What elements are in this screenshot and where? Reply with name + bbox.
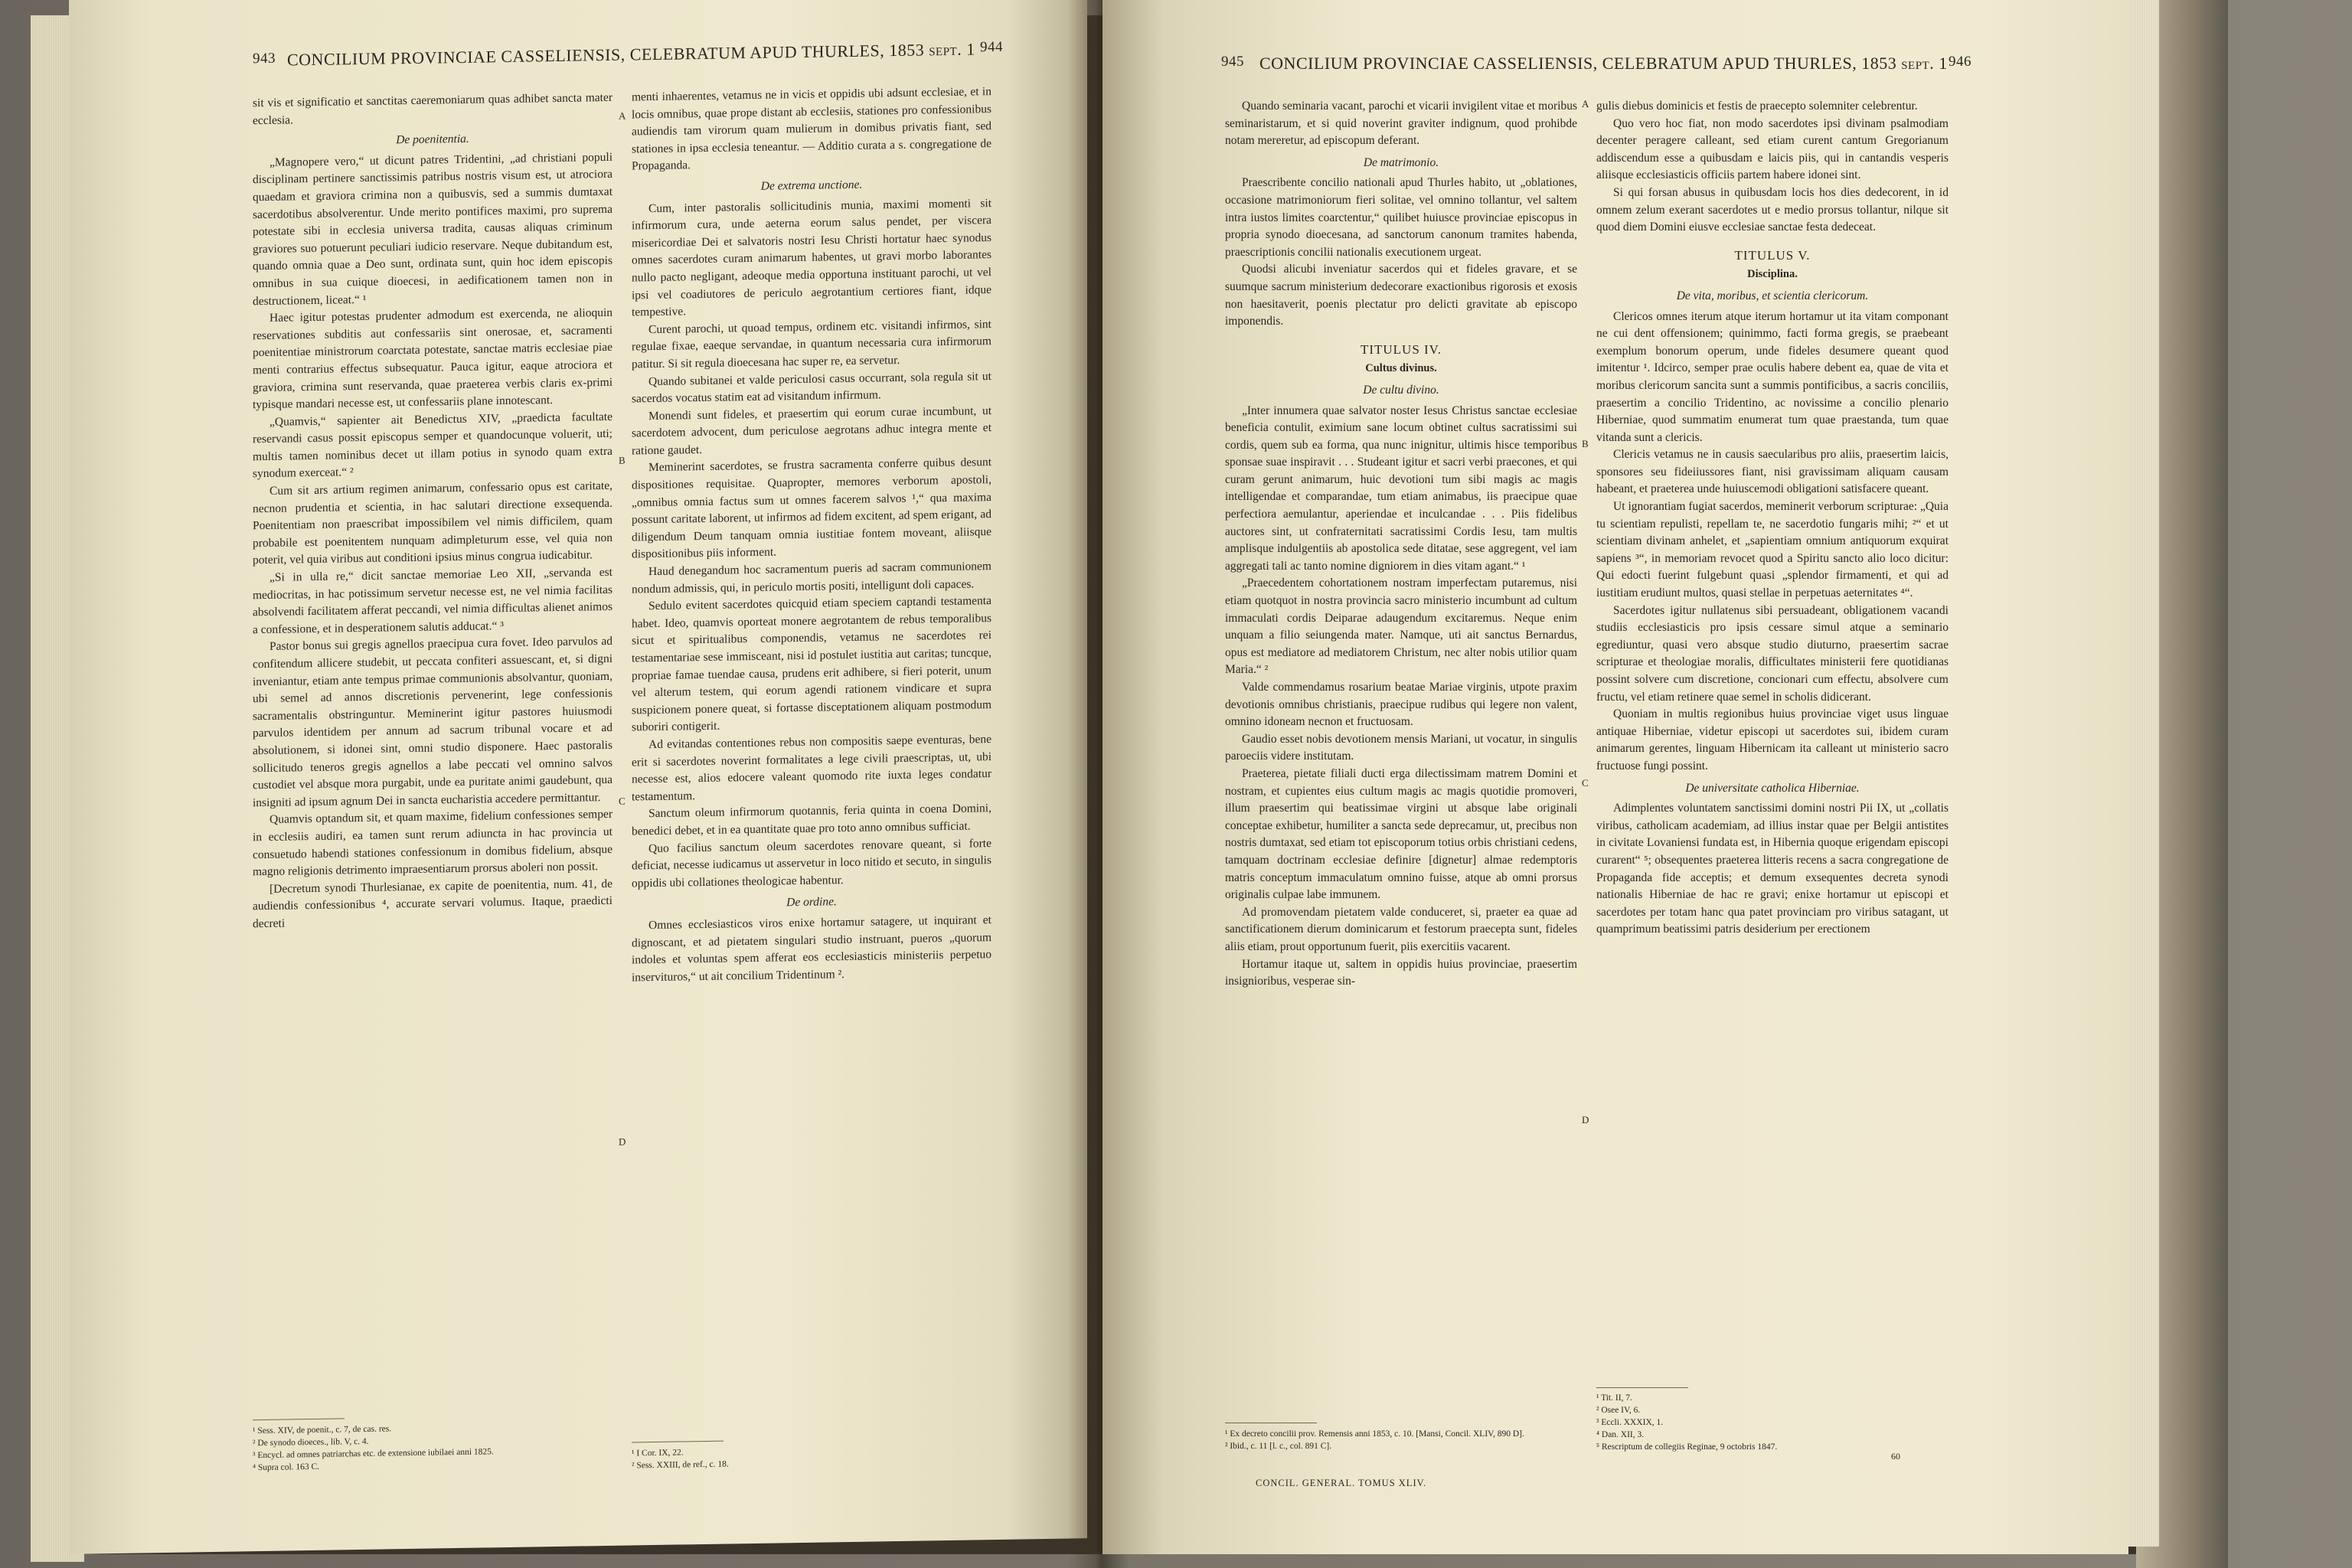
paragraph: Gaudio esset nobis devotionem mensis Mariani, ut vocatur, in singulis paroeciis videre institutam.	[1225, 732, 1577, 763]
paragraph: Hortamur itaque ut, saltem in oppidis huius provinciae, praesertim insignioribus, vesperae sin-	[1225, 957, 1577, 988]
paragraph: Curent parochi, ut quoad tempus, ordinem etc. visitandi infirmos, sint regulae fixae, eaeque servandae, in quantum necessaria cura infirmorum patitur. Si sit regula dioecesana hac super re, ea servetur.	[632, 317, 991, 371]
paragraph: Quamvis optandum sit, et quam maxime, fidelium confessiones semper in ecclesiis audiri, ea tamen sunt rerum adiuncta in hac provincia ut consuetudo habendi stationes confessionum in domibus fidelium, absque magno religionis detrimento impraesentiarum prorsus aboleri non possit.	[253, 808, 612, 879]
paragraph: „Quamvis,“ sapienter ait Benedictus XIV, „praedicta facultate reservandi casus possit episcopus semper et quandocunque voluerit, uti; multis tamen nominibus decet ut illam potius in synodo quam extra synodum exerceat.“ ²	[253, 410, 612, 481]
left-column-1-footnotes	[253, 1419, 612, 1474]
footnote: ⁴ Supra col. 163 C.	[253, 1462, 320, 1473]
paragraph: „Praecedentem cohortationem nostram imperfectam putaremus, nisi etiam quotquot in nostra provincia sacro ministerio incumbunt ad cultum immaculati cordis Deiparae adaugendum excitaremus. Neque enim unquam a filio seiungenda mater. Namque, uti ait sanctus Bernardus, opus est mediatore ad mediatorem Christum, nec alter nobis utilior quam Maria.“ ²	[1225, 577, 1577, 677]
margin-letter-c: C	[619, 795, 626, 807]
section-heading: De cultu divino.	[1363, 383, 1439, 397]
titulus-heading: TITULUS V.	[1734, 247, 1811, 263]
titulus-subheading: Cultus divinus.	[1365, 362, 1437, 375]
paragraph: Pastor bonus sui gregis agnellos praecipua cura fovet. Ideo parvulos ad confitendum allicere studebit, ut peccata confiteri assuescant, et, si digni inveniantur, etiam ante tempus primae communionis absolvantur, quoniam, ubi semel ad annos discretionis pervenerint, lege confessionis sacramentalis obstringuntur. Meminerint igitur pastores huiusmodi parvulos identidem per annum ad sacrum tribunal vocare et ad absolutionem, si idonei sint, omni studio disponere. Haec pastoralis sollicitudo teneros gregis agnellos a labe peccati vel omnino salvos custodiet vel absque mora purgabit, unde ea puritate animi gaudebunt, qua insigniti ad ipsum agnum Dei in sancta eucharistia accedere permittantur.	[253, 635, 612, 809]
paragraph: Clericos omnes iterum atque iterum hortamur ut ita vitam componant ne cui dent offensionem; quinimmo, facti forma gregis, se praebeant exemplum bonorum operum, unde fideles desumere queant quod imitentur ¹. Idcirco, semper prae oculis habere debent ea, quae de vita et moribus clericorum sancita sunt a summis pontificibus, a sacris conciliis, praesertim a concilio Tridentino, ac novissime a concilio plenario Hiberniae, quod summatim enumerat tum quae praestanda, tum quae vitanda sunt a clericis.	[1596, 309, 1949, 444]
footnote: ¹ Sess. XIV, de poenit., c. 7, de cas. res.	[253, 1424, 392, 1436]
paragraph: gulis diebus dominicis et festis de praecepto solemniter celebrentur.	[1596, 100, 1918, 113]
left-running-head	[69, 38, 1087, 84]
footnote-rule	[253, 1418, 345, 1420]
margin-letter-b: B	[1582, 438, 1589, 449]
paragraph: Quoniam in multis regionibus huius provinciae viget usus linguae antiquae Hiberniae, videtur episcopi ut sacerdotes sui, ibidem curam animarum gerentes, linguam Hibernicam ita calleant ut ministerio sacro fructuose fungi possint.	[1596, 707, 1949, 773]
paragraph: Quo facilius sanctum oleum sacerdotes renovare queant, si forte deficiat, necesse iudicamus ut asservetur in loco nitido et secuto, in singulis oppidis ubi collationes theologicae habentur.	[632, 836, 991, 890]
footnote: ¹ I Cor. IX, 22.	[632, 1448, 684, 1459]
signature-mark: CONCIL. GENERAL. TOMUS XLIV.	[1256, 1478, 1427, 1488]
footnote-rule	[1596, 1387, 1688, 1388]
footnote: ¹ Ex decreto concilii prov. Remensis anni 1853, c. 10. [Mansi, Concil. XLIV, 890 D].	[1225, 1429, 1524, 1439]
paragraph: Valde commendamus rosarium beatae Mariae virginis, utpote praxim devotionis omnibus christianis, praecipue rudibus qui legere non valent, omnino idoneam necnon et fructuosam.	[1225, 681, 1577, 729]
paragraph: [Decretum synodi Thurlesianae, ex capite de poenitentia, num. 41, de audiendis confessionibus ⁴, accurate servari volumus. Itaque, praedicti decreti	[253, 877, 612, 931]
paragraph: Quando subitanei et valde periculosi casus occurrant, sola regula sit ut sacerdos vocatus statim eat ad visitandum infirmum.	[632, 369, 991, 406]
margin-letter-a: A	[1582, 98, 1589, 109]
paragraph: Sedulo evitent sacerdotes quicquid etiam speciem captandi testamenta habet. Ideo, quamvis oporteat monere aegrotantem de rebus temporalibus sicut et spiritualibus componendis, vetamus ne sacerdotes rei testamentariae sese immisceant, nisi id postulet iustitia aut caritas; tuncque, propriae famae tuendae causa, prudens erit adhibere, si fieri poterit, unum vel alterum testem, qui eorum agendi rationem vindicare et supra suspicionem ponere queat, si fortasse disceptationem aliquam postmodum suboriri contigerit.	[632, 594, 991, 734]
page-number-945: 945	[1221, 54, 1244, 70]
paragraph: Praescribente concilio nationali apud Thurles habito, ut „oblationes, occasione matrimoniorum fieri solitae, vel omnino tollantur, vel saltem intra iustos limites coarctentur,“ quilibet huiusce provinciae episcopus in propria synodo dioecesana, ad sanctorum canonum tramites habenda, praescriptionis concilii nationalis executionem urgeat.	[1225, 176, 1577, 259]
left-column-2-footnotes	[632, 1442, 991, 1472]
right-page	[1102, 0, 2128, 1554]
running-title: CONCILIUM PROVINCIAE CASSELIENSIS, CELEBRATUM APUD THURLES, 1853 sept. 1	[1259, 54, 1948, 73]
section-heading: De poenitentia.	[396, 132, 469, 147]
titulus-heading: TITULUS IV.	[1360, 341, 1442, 357]
footnote: ² Osee IV, 6.	[1596, 1406, 1641, 1415]
right-column-1-footnotes	[1225, 1428, 1577, 1452]
paragraph: Omnes ecclesiasticos viros enixe hortamur satagere, ut inquirant et dignoscant, et ad pietatem singulari studio instruant, pueros „quorum indoles et voluntas spem afferat eos ecclesiasticis ministeriis perpetuo inservituros,“ ut ait concilium Tridentinum ².	[632, 913, 991, 985]
paragraph: Sacerdotes igitur nullatenus sibi persuadeant, obligationem vacandi studiis ecclesiasticis pro ipsis cessare simul atque a seminario egrediuntur, quasi vero absque studio diuturno, praesertim sacrae scripturae et theologiae moralis, difficultates ministerii fere quotidianas possint solvere cum discretione, concionari cum effectu, absolvere cum fructu, vel etiam retinere quae semel in scholis didicerant.	[1596, 603, 1949, 704]
paragraph: Praeterea, pietate filiali ducti erga dilectissimam matrem Domini et nostram, et cupientes eius cultum magis ac magis quotidie promoveri, illum praesertim qui beatissimae virgini ut absque labe originali conceptae exhibetur, humiliter a sancta sede deprecamur, ut, precibus non nostris dumtaxat, sed etiam tot episcoporum totius orbis christiani cedens, tamquam doctrinam ecclesiae definire [dignetur] almae redemptoris matris conceptum immaculatum omnino fuisse, atque ab omni prorsus originalis culpae labe immunem.	[1225, 766, 1577, 902]
footnote: ² Ibid., c. 11 [l. c., col. 891 C].	[1225, 1442, 1332, 1451]
margin-letter-b: B	[619, 454, 626, 466]
right-column-2-footnotes	[1596, 1392, 1949, 1453]
footnote: ³ Encycl. ad omnes patriarchas etc. de extensione iubilaei anni 1825.	[253, 1447, 494, 1461]
margin-letter-c: C	[1582, 777, 1589, 789]
page-number-943: 943	[253, 50, 276, 67]
footnote: ² De synodo dioeces., lib. V, c. 4.	[253, 1436, 369, 1449]
footnote: ³ Eccli. XXXIX, 1.	[1596, 1418, 1664, 1427]
section-heading: De universitate catholica Hiberniae.	[1685, 781, 1860, 795]
page-number-946: 946	[1949, 54, 1971, 70]
paragraph: Haec igitur potestas prudenter admodum est exercenda, ne alioquin reservationes subditis aut confessariis sint onerosae, et, sacramenti poenitentiae ministrorum coarctata potestate, sanctae matris ecclesiae piae menti contrarius effectus subsequatur. Pauca igitur, eaque atrociora et graviora, crimina sunt reservanda, quae praeterea verbis claris ex-primi typisque mandari necesse est, ut confessariis plane innotescant.	[253, 305, 612, 412]
footnote: ¹ Tit. II, 7.	[1596, 1393, 1632, 1403]
paragraph: „Magnopere vero,“ ut dicunt patres Tridentini, „ad christiani populi disciplinam pertinere sanctissimis patribus nostris visum est, ut atrociora quaedam et graviora crimina non a quibusvis, sed a summis dumtaxat sacerdotibus absolverentur. Unde merito pontifices maximi, pro suprema potestate sibi in ecclesia universa tradita, causas aliquas criminum graviores suo potuerunt peculiari iudicio reservare. Neque dubitandum est, quando omnia quae a Deo sunt, ordinata sunt, quin hoc idem episcopis omnibus in sua cuique dioecesi, in aedificationem tamen non in destructionem, liceat.“ ¹	[253, 150, 612, 308]
section-heading: De ordine.	[786, 895, 837, 910]
margin-letter-a: A	[619, 109, 626, 122]
paragraph: Ut ignorantiam fugiat sacerdos, meminerit verborum scripturae: „Quia tu scientiam repulisti, repellam te, ne sacerdotio fungaris mihi; ²“ et ut scientiam divinam anhelet, et „sapientiam omnium antiquorum exquirat sapiens ³“, in memoriam revocet quod a Spiritu sancto alio loco dicitur: Qui edocti fuerint fulgebunt quasi „splendor firmamenti, et qui ad iustitiam erudiunt multos, quasi stellae in perpetuas aeternitates ⁴“.	[1596, 500, 1949, 600]
right-column-1	[1225, 98, 1577, 991]
paragraph: sit vis et significatio et sanctitas caeremoniarum quas adhibet sancta mater ecclesia.	[253, 90, 612, 127]
paragraph: Ad promovendam pietatem valde conduceret, si, praeter ea quae ad sanctificationem dierum dominicarum et festorum praecepta sunt, fideles aliis etiam, prout opportunum fuerit, piis exercitiis vacarent.	[1225, 905, 1577, 953]
margin-letter-d: D	[1582, 1114, 1589, 1125]
running-title: CONCILIUM PROVINCIAE CASSELIENSIS, CELEBRATUM APUD THURLES, 1853 sept. 1	[287, 39, 975, 70]
right-running-head	[1102, 54, 2128, 84]
paragraph: Quando seminaria vacant, parochi et vicarii invigilent vitae et moribus seminaristarum, et si quid noverint graviter indignum, quod prohibde notam mereretur, ad episcopum deferant.	[1225, 100, 1577, 148]
paragraph: Cum, inter pastoralis sollicitudinis munia, maximi momenti sit infirmorum cura, unde aeterna eorum salus pendet, per viscera misericordiae Dei et salvatoris nostri Iesu Christi hortatur haec synodus omnes sacerdotes curam animarum habentes, ut gravi morbo laborantes nullo pacto negligant, adeoque media opportuna instituant parochi, ut vel ipsi vel coadiutores de periculo aegrotantium certiores fiant, idque tempestive.	[632, 196, 991, 319]
paragraph: Clericis vetamus ne in causis saecularibus pro aliis, praesertim laicis, sponsores seu fideiiussores fiant, nisi gravissimam aliquam causam habeant, et praeterea unde huiuscemodi obligationi satisfacere queant.	[1596, 448, 1949, 496]
paragraph: Adimplentes voluntatem sanctissimi domini nostri Pii IX, ut „collatis viribus, catholicam academiam, ad illius instar quae per Belgii antistites in civitate Lovaniensi fundata est, in Hibernia quoque erigendam episcopi curarent“ ⁵; obsequentes praeterea litteris recens a sacra congregatione de Propaganda fide acceptis; et demum exsequentes decreta synodi nationalis Hiberniae de hac re gravi; enixe hortamur ut episcopi et sacerdotes per totam hanc qua patet provinciam pro viribus satagant, ut quamprimum beatissimi patris desiderium per erectionem	[1596, 802, 1949, 936]
section-heading: De extrema unctione.	[760, 178, 863, 193]
paragraph: Haud denegandum hoc sacramentum pueris ad sacram communionem nondum admissis, qui, in periculo mortis positi, intelligunt doli capaces.	[632, 560, 991, 596]
paragraph: Quo vero hoc fiat, non modo sacerdotes ipsi divinam psalmodiam decenter peragere calleant, sed etiam curent cantum Gregorianum addiscendum esse a quibusdam e laicis piis, qui in cantandis vesperis aliisque ecclesiasticis officiis partem habere idonei sint.	[1596, 116, 1949, 182]
right-column-2	[1596, 98, 1949, 939]
paragraph: „Inter innumera quae salvator noster Iesus Christus sanctae ecclesiae beneficia contulit, eximium sane locum obtinet cultus sacratissimi sui cordis, quem sub ea forma, qua nunc inignitur, ultimis hisce temporibus sponsae suae inspiravit . . . Studeant igitur et sacri verbi praecones, et qui curam gerunt animarum, huic devotioni tum sibi magis ac magis intelligendae et comparandae, tum etiam animabus, iis praecipue quae perfectiora aemulantur, aperiendae et inculcandae . . . Piis fidelibus auctores sint, ut confraternitati sacratissimi Cordis Iesu, tam multis amplisque indulgentiis ab apostolica sede ditatae, sese aggregent, vel iam aggregati tali ac tanto nomine digniorem in dies vitam agant.“ ¹	[1225, 403, 1577, 573]
footnote-rule	[632, 1441, 724, 1443]
sheet-number: 60	[1891, 1451, 1900, 1462]
paragraph: Meminerint sacerdotes, se frustra sacramenta conferre quibus desunt dispositiones requisitae. Quapropter, memores verborum apostoli, „omnibus omnia factus sum ut omnes facerem salvos ¹,“ qua maxima possunt caritate laborent, ut infirmos ad fidem excitent, ad spem erigant, ad diligendum Deum tanquam omnia iustitiae fontem moveant, aliisque dispositionibus piis informent.	[632, 456, 991, 561]
paragraph: Quodsi alicubi inveniatur sacerdos qui et fideles gravare, et se suumque sacrum ministerium dedecorare exactionibus rigorosis et exosis non haesitaverit, poenis plectatur pro delicti gravitate ab episcopo imponendis.	[1225, 263, 1577, 328]
margin-letter-d: D	[619, 1135, 626, 1148]
paragraph: Si qui forsan abusus in quibusdam locis hos dies dedecorent, in id omnem zelum exerant sacerdotes ut e medio prorsus tollantur, nilque sit quod diem Domini eiusve ecclesiae sanctae festa dedeceat.	[1596, 185, 1949, 234]
footnote: ⁵ Rescriptum de collegiis Reginae, 9 octobris 1847.	[1596, 1442, 1778, 1452]
paragraph: menti inhaerentes, vetamus ne in vicis et oppidis ubi adsunt ecclesiae, et in locis omnibus, quae prope distant ab ecclesiis, stationes pro confessionibus audiendis tam virorum quam mulierum in domibus privatis fiant, sed stationes in ipsa ecclesia teneantur. — Additio curata a s. congregatione de Propaganda.	[632, 85, 991, 173]
footnote: ⁴ Dan. XII, 3.	[1596, 1430, 1645, 1439]
paragraph: Monendi sunt fideles, et praesertim qui eorum curae incumbunt, ut sacerdotem advocent, dum periculose aegrotans adhuc integra mente et ratione gaudet.	[632, 403, 991, 458]
left-column-2	[632, 83, 991, 987]
titulus-subheading: Disciplina.	[1747, 268, 1798, 281]
section-heading: De matrimonio.	[1363, 155, 1439, 169]
page-number-944: 944	[980, 38, 1003, 56]
footnote: ² Sess. XXIII, de ref., c. 18.	[632, 1459, 729, 1471]
section-heading: De vita, moribus, et scientia clericorum.	[1676, 289, 1869, 302]
paragraph: Cum sit ars artium regimen animarum, confessario opus est caritate, necnon prudentia et scientia, in hac salutari directione exsequenda. Poenitentiam non praescribat impossibilem vel nimis difficilem, quam probabile est poenitentem nunquam adimpleturum esse, vel quia non poterit, vel quia viribus aut conditioni ipsius minus congrua iudicabitur.	[253, 479, 612, 567]
right-page-stack	[2128, 0, 2159, 1547]
paragraph: Sanctum oleum infirmorum quotannis, feria quinta in coena Domini, benedici debet, et in ea quantitate quae pro toto anno omnibus sufficiat.	[632, 802, 991, 838]
paragraph: „Si in ulla re,“ dicit sanctae memoriae Leo XII, „servanda est mediocritas, in hac potissimum servetur necesse est, ne vel nimia facilitas absolvendi facilitatem afferat peccandi, vel nimia difficultas alienet animos a confessione, et in desperationem salutis adducat.“ ³	[253, 565, 612, 637]
paragraph: Ad evitandas contentiones rebus non compositis saepe eventuras, bene erit si sacerdotes noverint formalitates a lege civili praescriptas, ut, ubi necesse est, alios edocere valeant quomodo rite iuxta leges condatur testamentum.	[632, 733, 991, 804]
left-column-1	[253, 90, 612, 933]
left-page	[69, 0, 1087, 1554]
